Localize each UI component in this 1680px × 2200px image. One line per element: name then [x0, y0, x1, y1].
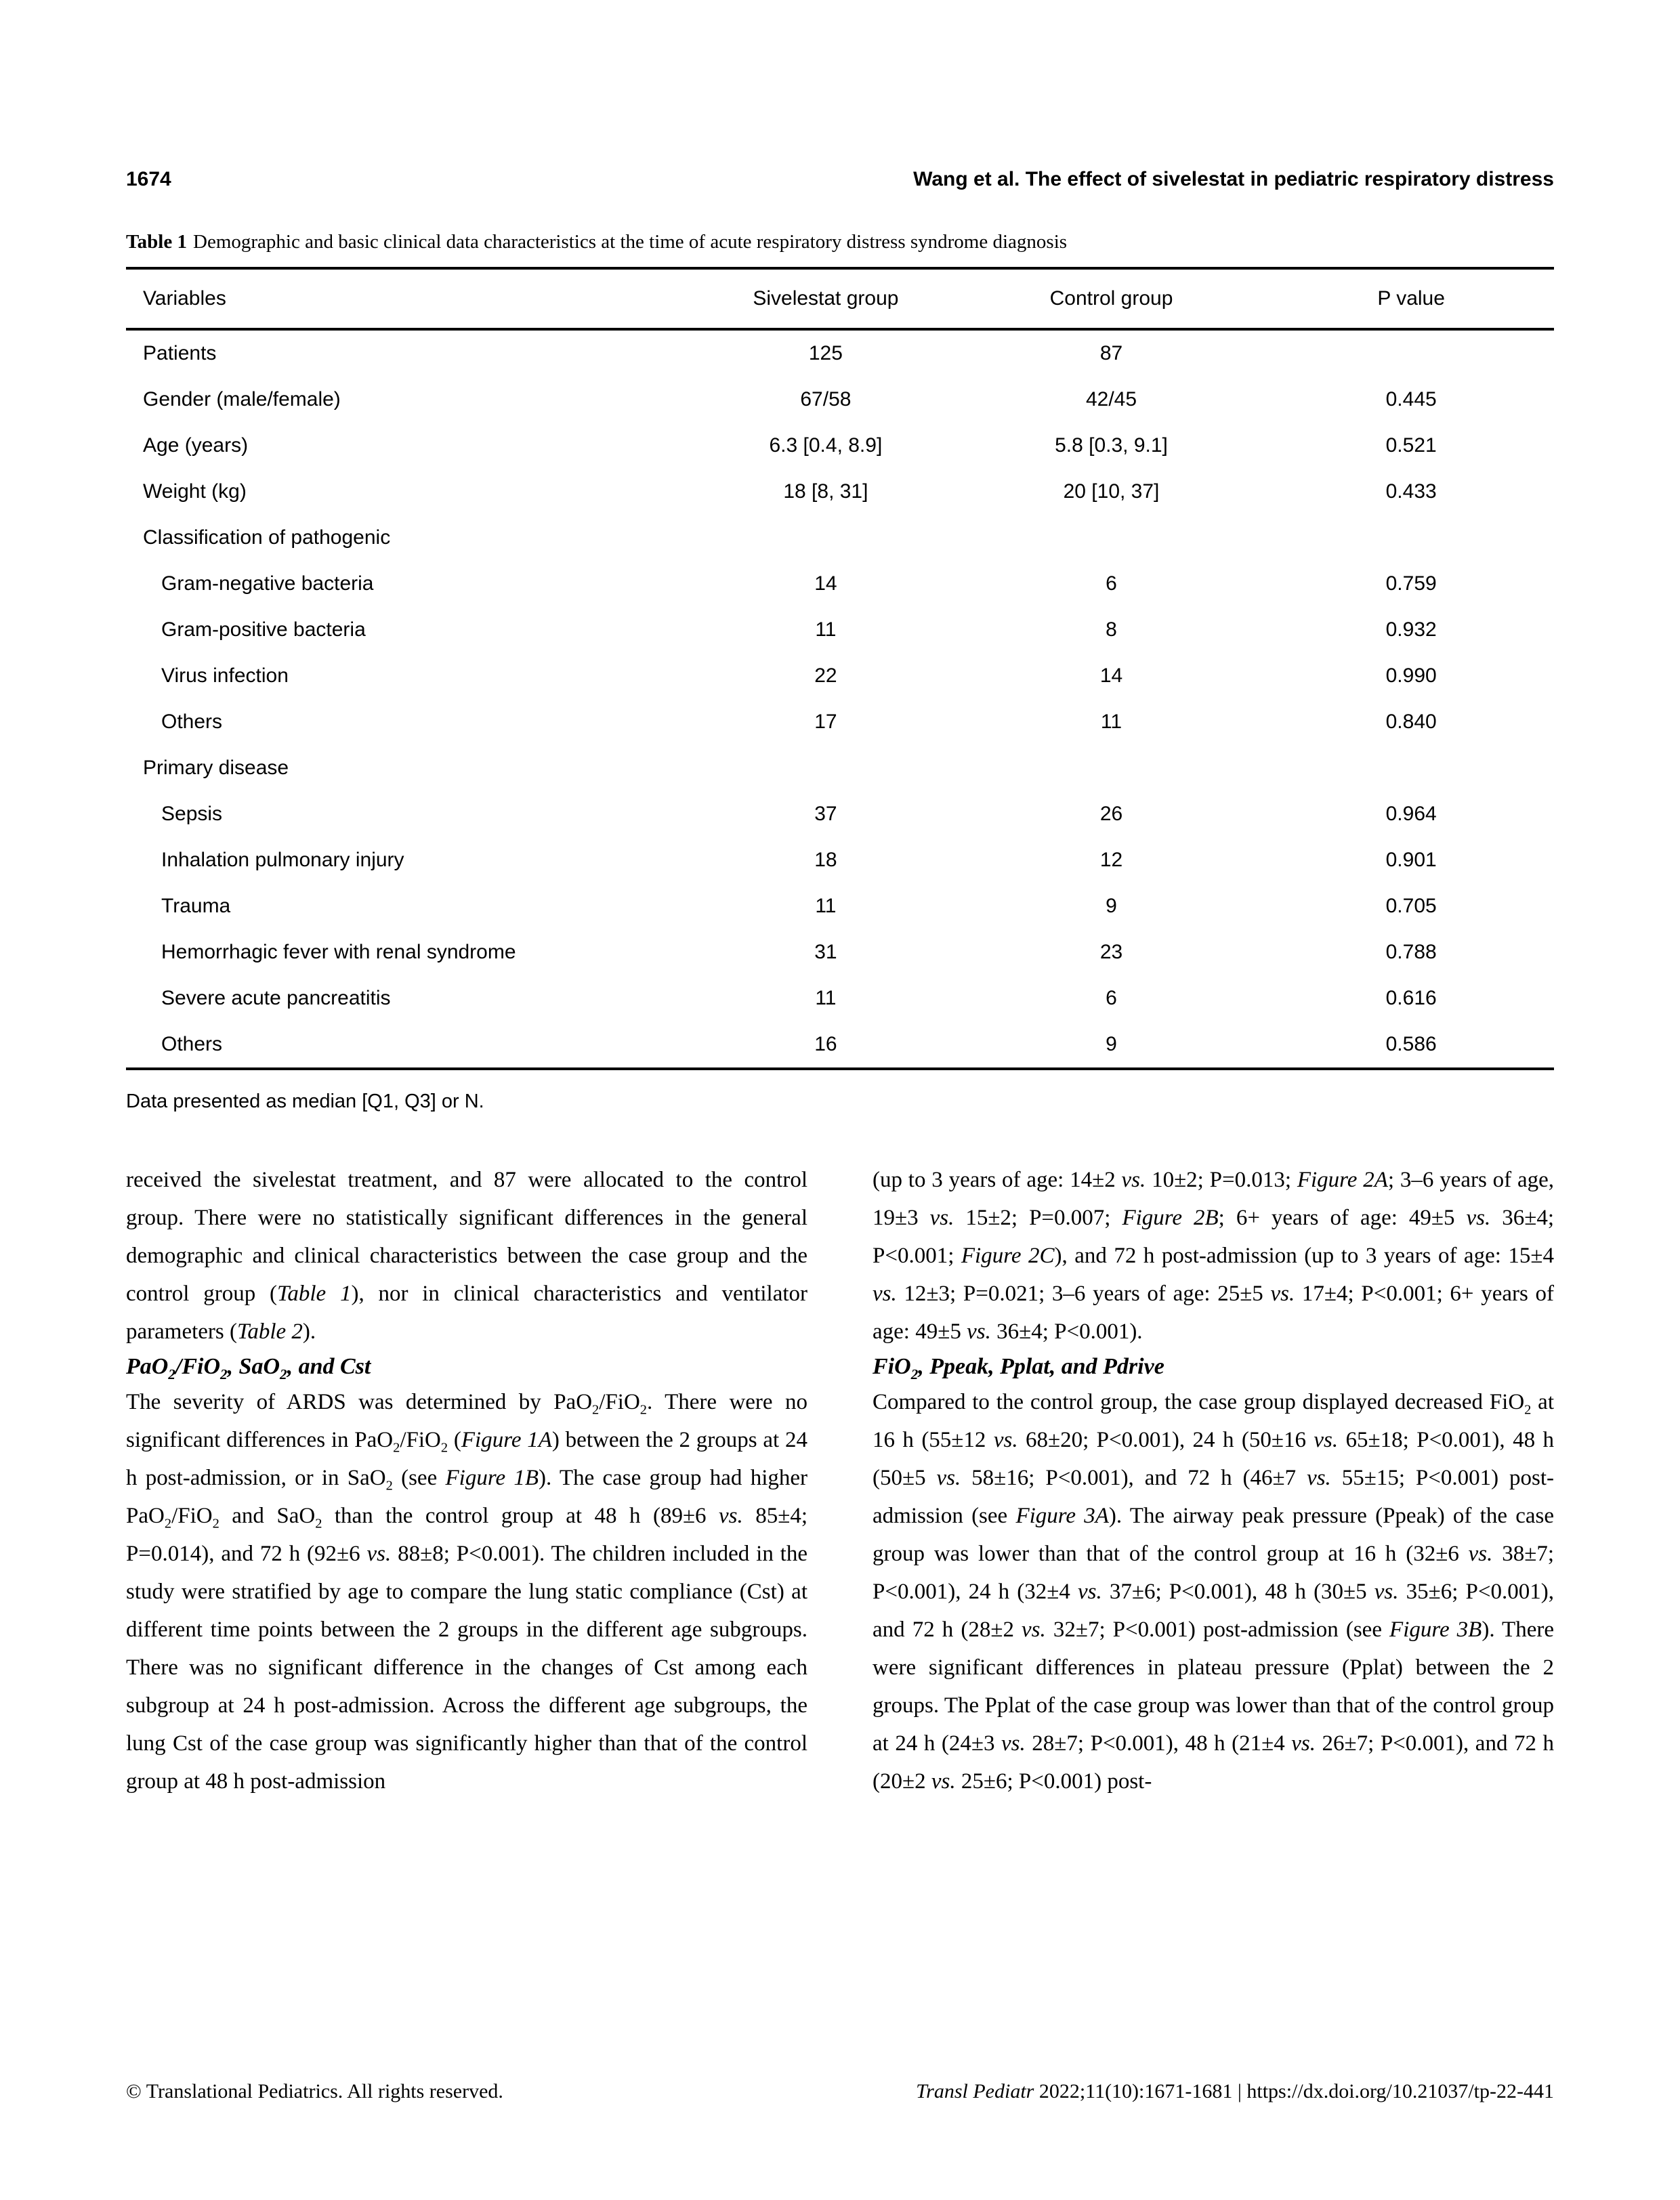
text-segment: 65±18; P<0.001), 48 h (50±5 [873, 1428, 1554, 1490]
paragraph [873, 1161, 1554, 1351]
text-segment: /FiO [400, 1428, 441, 1452]
text-segment: vs. [1466, 1206, 1491, 1230]
table-cell-control: 87 [1099, 342, 1123, 364]
table-row [126, 929, 1554, 975]
text-segment: vs. [929, 1206, 954, 1230]
body-column-left [126, 1161, 807, 1800]
subscript-text: 2 [315, 1516, 322, 1531]
text-segment: Figure 1B [445, 1466, 539, 1490]
footer-citation [916, 2078, 1554, 2105]
table-cell-control: 20 [10, 37] [1063, 480, 1160, 503]
text-segment: 36±4; P<0.001; [873, 1206, 1555, 1268]
text-segment: ) between the 2 groups at 24 h post-admission, or in SaO [126, 1428, 807, 1490]
table-bottom-rule [126, 1067, 1554, 1070]
text-segment: ; 3–6 years of age, 19±3 [873, 1168, 1554, 1230]
text-segment: ), and 72 h post-admission (up to 3 years of age: 15±4 [1054, 1244, 1555, 1268]
text-segment: Figure 2B [1122, 1206, 1219, 1230]
text-segment: , Ppeak, Pplat, and Pdrive [918, 1354, 1164, 1379]
text-segment: Transl Pediatr [916, 2080, 1034, 2102]
table-cell-p-value: 0.521 [1385, 434, 1437, 457]
text-segment: , and Cst [287, 1354, 371, 1379]
paragraph [126, 1161, 807, 1351]
table-footnote: Data presented as median [Q1, Q3] or N. [126, 1091, 484, 1112]
table-cell-control: 6 [1106, 572, 1117, 595]
table-row [126, 469, 1554, 515]
table-cell-control: 14 [1099, 664, 1123, 687]
text-segment: Figure 2C [961, 1244, 1055, 1268]
text-segment: vs. [1307, 1466, 1331, 1490]
text-segment: vs. [1121, 1168, 1146, 1192]
text-segment: vs. [366, 1542, 392, 1566]
table-cell-variable: Age (years) [143, 434, 249, 457]
text-segment: at 16 h (55±12 [873, 1390, 1554, 1452]
table-row [126, 837, 1554, 883]
text-segment: vs. [931, 1769, 956, 1794]
text-segment: 37±6; P<0.001), 48 h (30±5 [1101, 1580, 1374, 1604]
text-segment: , SaO [227, 1354, 280, 1379]
table-cell-variable: Weight (kg) [143, 480, 247, 503]
text-segment: 36±4; P<0.001). [990, 1319, 1143, 1344]
text-segment: vs. [1022, 1617, 1046, 1642]
text-segment: vs. [1468, 1542, 1493, 1566]
text-segment: . There were no significant differences in PaO [126, 1390, 807, 1452]
table-cell-control: 9 [1106, 895, 1117, 917]
text-segment: 15±2; P=0.007; [954, 1206, 1122, 1230]
text-segment: vs. [1314, 1428, 1339, 1452]
text-segment: ( [448, 1428, 461, 1452]
table-row [126, 699, 1554, 745]
text-segment: vs. [1291, 1731, 1316, 1756]
table-1 [126, 267, 1554, 1113]
table-cell-sivelestat: 14 [814, 572, 837, 595]
table-cell-sivelestat: 125 [808, 342, 843, 364]
text-segment: vs. [936, 1466, 961, 1490]
column-header-sivelestat-group: Sivelestat group [753, 287, 899, 310]
text-segment: 10±2; P=0.013; [1146, 1168, 1297, 1192]
table-cell-sivelestat: 16 [814, 1033, 837, 1055]
table-caption [126, 229, 1554, 255]
text-segment: Compared to the control group, the case group displayed decreased FiO [873, 1390, 1525, 1414]
text-segment: Figure 3B [1389, 1617, 1482, 1642]
subscript-text: 2 [385, 1478, 393, 1494]
text-segment: 85±4; P=0.014), and 72 h (92±6 [126, 1504, 807, 1566]
subscript-text: 2 [910, 1366, 919, 1382]
table-cell-variable: Hemorrhagic fever with renal syndrome [161, 941, 516, 963]
table-cell-p-value: 0.759 [1385, 572, 1437, 595]
section-heading-pao2-fio2-sao2-cst [126, 1351, 807, 1383]
text-segment: ). There were significant differences in plateau pressure (Pplat) between the 2 groups. The Pplat of the case group was lower than that of the control group at 24 h (24±3 [873, 1617, 1554, 1756]
section-heading-fio2-ppeak-pplat-pdrive [873, 1351, 1554, 1383]
table-cell-p-value: 0.616 [1385, 987, 1437, 1009]
column-header-p-value: P value [1377, 287, 1445, 310]
paragraph [126, 1383, 807, 1800]
table-cell-variable: Trauma [161, 895, 231, 917]
text-segment: vs. [993, 1428, 1018, 1452]
table-cell-sivelestat: 11 [815, 987, 837, 1009]
footer-copyright: © Translational Pediatrics. All rights reserved. [126, 2080, 503, 2102]
text-segment: ; 6+ years of age: 49±5 [1218, 1206, 1467, 1230]
subscript-text: 2 [1524, 1402, 1532, 1418]
text-segment: Figure 1A [461, 1428, 552, 1452]
text-segment: Figure 2A [1297, 1168, 1388, 1192]
table-row [126, 745, 1554, 791]
table-row [126, 975, 1554, 1021]
table-cell-control: 9 [1106, 1033, 1117, 1055]
text-segment: 28±7; P<0.001), 48 h (21±4 [1025, 1731, 1292, 1756]
text-segment: 88±8; P<0.001). The children included in the study were stratified by age to compare the lung static compliance (Cst) at different time points between the 2 groups in the different age subgroups. There was no significant difference in the changes of Cst among each subgroup at 24 h post-admission. Across the different age subgroups, the lung Cst of the case group was significantly higher than that of the control group at 48 h post-admission [126, 1542, 808, 1794]
table-row [126, 653, 1554, 699]
table-cell-sivelestat: 11 [815, 618, 837, 641]
table-cell-sivelestat: 11 [815, 895, 837, 917]
table-cell-sivelestat: 6.3 [0.4, 8.9] [769, 434, 883, 457]
table-cell-control: 6 [1106, 987, 1117, 1009]
table-cell-control: 42/45 [1085, 388, 1137, 410]
table-cell-p-value: 0.901 [1385, 849, 1437, 871]
text-segment: received the sivelestat treatment, and 87 were allocated to the control group. There were no statistically significant differences in the general demographic and clinical characteristics between the case group and the control group ( [126, 1168, 807, 1306]
text-segment: 38±7; P<0.001), 24 h (32±4 [873, 1542, 1554, 1604]
table-cell-variable: Severe acute pancreatitis [161, 987, 391, 1009]
paragraph [873, 1383, 1554, 1800]
table-row [126, 377, 1554, 423]
table-row [126, 561, 1554, 607]
text-segment: vs. [1001, 1731, 1026, 1756]
table-row [126, 883, 1554, 929]
table-row [126, 791, 1554, 837]
table-caption-label: Table 1 [126, 231, 187, 253]
table-cell-sivelestat: 31 [814, 941, 837, 963]
text-segment: PaO [126, 1354, 169, 1379]
table-cell-variable: Others [161, 711, 223, 733]
table-cell-variable: Others [161, 1033, 223, 1055]
table-cell-p-value: 0.964 [1385, 803, 1437, 825]
table-row [126, 607, 1554, 653]
subscript-text: 2 [592, 1402, 600, 1418]
text-segment: than the control group at 48 h (89±6 [322, 1504, 719, 1528]
text-segment: /FiO [175, 1354, 220, 1379]
table-cell-variable: Patients [143, 342, 217, 364]
table-cell-variable: Gram-positive bacteria [161, 618, 366, 641]
column-header-variables: Variables [143, 287, 226, 310]
text-segment: /FiO [599, 1390, 640, 1414]
text-segment: FiO [873, 1354, 911, 1379]
table-cell-p-value: 0.445 [1385, 388, 1437, 410]
text-segment: 25±6; P<0.001) post- [955, 1769, 1152, 1794]
page-number: 1674 [126, 168, 171, 190]
subscript-text: 2 [212, 1516, 219, 1531]
text-segment: 32±7; P<0.001) post-admission (see [1045, 1617, 1390, 1642]
text-segment: vs. [873, 1282, 897, 1306]
text-segment: vs. [719, 1504, 743, 1528]
table-header-row [126, 270, 1554, 328]
text-segment: 68±20; P<0.001), 24 h (50±16 [1017, 1428, 1314, 1452]
table-cell-variable: Gram-negative bacteria [161, 572, 374, 595]
text-segment: 58±16; P<0.001), and 72 h (46±7 [961, 1466, 1307, 1490]
table-cell-p-value: 0.586 [1385, 1033, 1437, 1055]
text-segment: Figure 3A [1015, 1504, 1109, 1528]
table-cell-variable: Gender (male/female) [143, 388, 341, 410]
table-row [126, 1021, 1554, 1067]
subscript-text: 2 [393, 1440, 400, 1456]
text-segment: (see [392, 1466, 446, 1490]
text-segment: vs. [1374, 1580, 1399, 1604]
text-segment: vs. [1270, 1282, 1295, 1306]
table-cell-control: 12 [1099, 849, 1123, 871]
table-cell-p-value: 0.932 [1385, 618, 1437, 641]
table-row [126, 515, 1554, 561]
table-cell-control: 5.8 [0.3, 9.1] [1055, 434, 1168, 457]
subscript-text: 2 [220, 1366, 228, 1382]
subscript-text: 2 [440, 1440, 448, 1456]
table-cell-variable: Primary disease [143, 757, 289, 779]
table-cell-variable: Inhalation pulmonary injury [161, 849, 404, 871]
text-segment: The severity of ARDS was determined by PaO [126, 1390, 593, 1414]
table-cell-p-value: 0.788 [1385, 941, 1437, 963]
table-cell-control: 26 [1099, 803, 1123, 825]
text-segment: /FiO [171, 1504, 213, 1528]
table-cell-variable: Sepsis [161, 803, 223, 825]
table-cell-sivelestat: 18 [8, 31] [783, 480, 868, 503]
table-row [126, 331, 1554, 377]
text-segment: ). The airway peak pressure (Ppeak) of the case group was lower than that of the control group at 16 h (32±6 [873, 1504, 1554, 1566]
table-cell-variable: Virus infection [161, 664, 289, 687]
text-segment: 55±15; P<0.001) post-admission (see [873, 1466, 1555, 1528]
table-cell-p-value: 0.705 [1385, 895, 1437, 917]
table-caption-text: Demographic and basic clinical data characteristics at the time of acute respiratory distress syndrome diagnosis [193, 231, 1068, 253]
table-cell-variable: Classification of pathogenic [143, 526, 391, 549]
text-segment: and SaO [219, 1504, 316, 1528]
table-cell-sivelestat: 18 [814, 849, 837, 871]
text-segment: 26±7; P<0.001), and 72 h (20±2 [873, 1731, 1554, 1794]
table-cell-sivelestat: 67/58 [800, 388, 852, 410]
text-segment: vs. [967, 1319, 991, 1344]
table-cell-sivelestat: 22 [814, 664, 837, 687]
table-cell-control: 8 [1106, 618, 1117, 641]
running-title: Wang et al. The effect of sivelestat in pediatric respiratory distress [913, 168, 1554, 190]
subscript-text: 2 [164, 1516, 172, 1531]
column-header-control-group: Control group [1049, 287, 1173, 310]
body-column-right [873, 1161, 1554, 1800]
text-segment: 12±3; P=0.021; 3–6 years of age: 25±5 [896, 1282, 1271, 1306]
table-cell-sivelestat: 37 [814, 803, 837, 825]
table-cell-control: 23 [1099, 941, 1123, 963]
text-segment: 35±6; P<0.001), and 72 h (28±2 [873, 1580, 1554, 1642]
text-segment: ). The case group had higher PaO [126, 1466, 807, 1528]
subscript-text: 2 [639, 1402, 647, 1418]
table-cell-sivelestat: 17 [814, 711, 837, 733]
text-segment: ), nor in clinical characteristics and ventilator parameters ( [126, 1282, 808, 1344]
text-segment: Table 1 [277, 1282, 352, 1306]
text-segment: Table 2 [237, 1319, 303, 1344]
table-cell-p-value: 0.840 [1385, 711, 1437, 733]
table-cell-p-value: 0.433 [1385, 480, 1437, 503]
text-segment: vs. [1078, 1580, 1102, 1604]
subscript-text: 2 [280, 1366, 287, 1382]
text-segment: ). [302, 1319, 316, 1344]
text-segment: 17±4; P<0.001; 6+ years of age: 49±5 [873, 1282, 1555, 1344]
table-cell-p-value: 0.990 [1385, 664, 1437, 687]
text-segment: 2022;11(10):1671-1681 | https://dx.doi.org/10.21037/tp-22-441 [1034, 2080, 1554, 2102]
table-body [126, 331, 1554, 1067]
table-row [126, 423, 1554, 469]
subscript-text: 2 [168, 1366, 175, 1382]
table-cell-control: 11 [1100, 711, 1122, 733]
text-segment: (up to 3 years of age: 14±2 [873, 1168, 1122, 1192]
